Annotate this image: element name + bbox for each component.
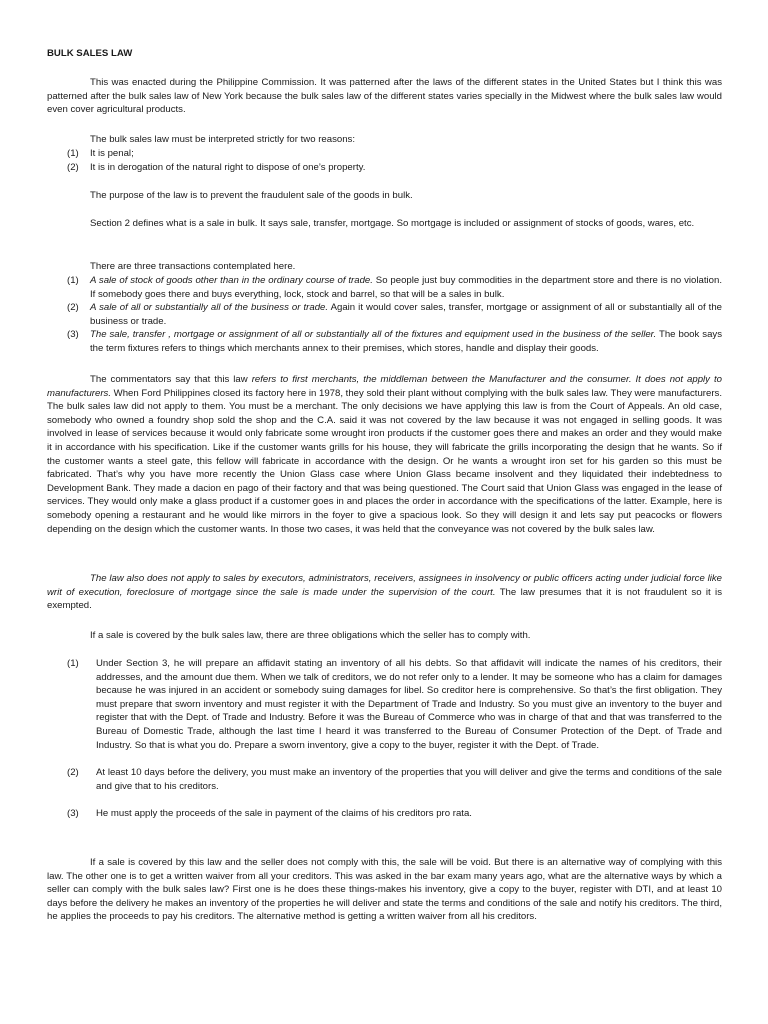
italic-text: The sale, transfer , mortgage or assignment of all or substantially all of the fixtures and equipment used in the business of the seller.	[90, 329, 657, 341]
list-number: (3)	[67, 329, 79, 341]
italic-text: A sale of stock of goods other than in the ordinary course of trade.	[90, 275, 373, 286]
plain-text: The law presumes that it is not fraudulent so it is exempted.	[47, 586, 722, 612]
paragraph-three-transactions: There are three transactions contemplated here.	[90, 261, 296, 272]
list-text: He must apply the proceeds of the sale in payment of the claims of his creditors pro rata.	[96, 808, 472, 820]
list-text	[90, 328, 722, 355]
obligations-list	[47, 657, 722, 821]
italic-text: A sale of all or substantially all of the business or trade.	[90, 302, 329, 314]
paragraph-merchants	[47, 373, 722, 536]
paragraph-exemptions	[47, 572, 722, 613]
list-item	[47, 807, 722, 821]
list-item	[47, 301, 722, 328]
list-text: At least 10 days before the delivery, you must make an inventory of the properties that you will deliver and give the terms and conditions of the sale and give that to his creditors.	[96, 767, 722, 792]
list-item	[47, 328, 722, 355]
list-number: (3)	[67, 808, 79, 820]
list-number: (2)	[67, 161, 79, 173]
page-title: BULK SALES LAW	[47, 48, 133, 59]
list-text	[90, 301, 722, 328]
plain-text: The commentators say that this law	[90, 374, 252, 385]
list-text: It is in derogation of the natural right to dispose of one’s property.	[90, 161, 366, 173]
list-number: (1)	[67, 148, 79, 159]
paragraph-section-2: Section 2 defines what is a sale in bulk. It says sale, transfer, mortgage. So mortgage is included or assignment of stocks of goods, wares, etc.	[90, 218, 695, 229]
list-item	[47, 657, 722, 752]
list-item	[47, 274, 722, 301]
list-item	[47, 147, 722, 161]
list-number: (2)	[67, 767, 79, 779]
paragraph-enactment: This was enacted during the Philippine Commission. It was patterned after the laws of the different states in the United States but I think this was patterned after the bulk sales law of New York because the bulk sales law of the different states varies specially in the Midwest where the bulk sales law would even cover agricultural products.	[47, 77, 722, 116]
italic-text: The law also does not apply to sales by executors, administrators, receivers, assignees in insolvency or public officers acting under judicial force like writ of execution, foreclosure of mortgage since the sale is made under the supervision of the court.	[47, 573, 722, 598]
list-text	[90, 274, 722, 301]
list-text: Under Section 3, he will prepare an affidavit stating an inventory of all his debts. So that affidavit will indicate the names of his creditors, their addresses, and the amount due them. When we talk of creditors, we do not refer only to a lender. It may be someone who has a claim for damages because he was injured in an accident or somebody suing damages for libel. So creditor here is comprehensive. So that’s the first obligation. They must prepare that sworn inventory and must register it with the Department of Trade and Industry. So you must give an inventory to the buyer and register that with the Dept. of Trade and Industry. Before it was the Bureau of Commerce who was in charge of that and that was transferred to the Bureau of Domestic Trade, although the last time I heard it was transferred to the Bureau of Consumer Protection of the Dept. of Trade and Industry. So that is what you do. Prepare a sworn inventory, give a copy to the buyer, register it with the Dept. of Trade.	[96, 658, 722, 751]
plain-text: The book says the term fixtures refers to things which merchants annex to their premises, which stores, handle and display their goods.	[90, 329, 723, 354]
paragraph-strict-interpretation: The bulk sales law must be interpreted strictly for two reasons:	[90, 134, 356, 145]
list-text: It is penal;	[90, 148, 134, 159]
plain-text: Again it would cover sales, transfer, mortgage or assignment of all or substantially all of the business or trade.	[90, 302, 723, 327]
list-number: (1)	[67, 658, 79, 669]
list-number: (1)	[67, 275, 79, 286]
italic-text: refers to first merchants, the middleman between the Manufacturer and the consumer. It does not apply to manufacturers.	[47, 374, 722, 399]
list-number: (2)	[67, 302, 79, 314]
list-item	[47, 766, 722, 793]
list-item	[47, 161, 722, 175]
plain-text: So people just buy commodities in the department store and there is no violation. If somebody goes there and buys everything, lock, stock and barrel, so that will be a sales in bulk.	[90, 275, 722, 300]
plain-text: When Ford Philippines closed its factory here in 1978, they sold their plant without complying with the bulk sales law. They were manufacturers. The bulk sales law did not apply to them. You must be a merchant. The only decisions we have applying this law is from the Court of Appeals. An old case, somebody who owned a foundry shop sold the shop and the C.A. said it was not covered by the law because it was not engaged in selling goods. It was involved in lease of services because it would only fabricate some wrought iron products if the customer goes there and makes an order and they would make it in accordance with his specification. Like if the customer wants grills for his house, they will fabricate the grills incorporating the design that he wants. So if the customer wants a steel gate, this fellow will fabricate in accordance with the design. Or he wants a wrought iron set for his garden so this must be fabricated. That’s why you have more recently the Union Glass case where Union Glass became insolvent and they liquidated their indebtedness to Development Bank. They made a dacion en pago of their factory and that was being questioned. The Court said that Union Glass was engaged in the lease of services. They would only make a glass product if a customer goes in and places the order in accordance with the specifications of the latter. Example, here is somebody opening a restaurant and he would like mirrors in the foyer to give a spacious look. So they will design it and lets say put peacocks or flowers depending on the design which the customer wants. In those two cases, it was held that the conveyance was not covered by the bulk sales law.	[47, 387, 722, 535]
reasons-list	[47, 147, 722, 174]
transactions-list	[47, 274, 722, 356]
paragraph-purpose: The purpose of the law is to prevent the fraudulent sale of the goods in bulk.	[90, 190, 413, 201]
paragraph-alternative-compliance: If a sale is covered by this law and the seller does not comply with this, the sale will be void. But there is an alternative way of complying with this law. The other one is to get a written waiver from all your creditors. This was asked in the bar exam many years ago, what are the alternative ways by which a seller can comply with the bulk sales law? First one is he does these things-makes his inventory, give a copy to the buyer, register with DTI, and at least 10 days before the delivery he makes an inventory of the properties he will deliver and state the terms and conditions of the sale and notify his creditors. The third, he applies the proceeds to pay his creditors. The alternative method is getting a written waiver from all his creditors.	[47, 857, 722, 923]
paragraph-obligations-intro: If a sale is covered by the bulk sales law, there are three obligations which the seller has to comply with.	[90, 630, 531, 641]
